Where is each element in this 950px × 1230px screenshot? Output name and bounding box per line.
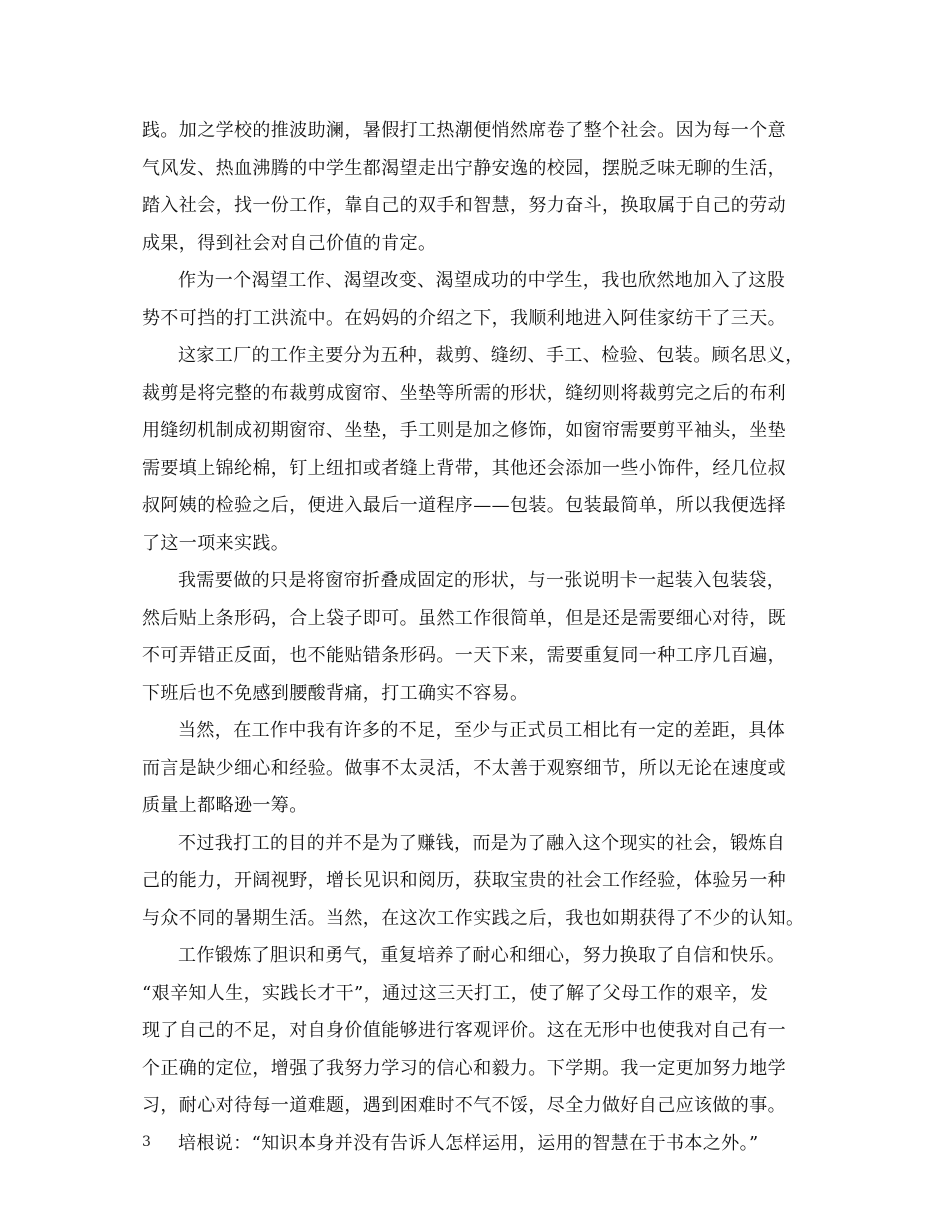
paragraph-5 (142, 712, 817, 825)
paragraph-6 (142, 825, 817, 938)
text-line: 己的能力，开阔视野，增长见识和阅历，获取宝贵的社会工作经验，体验另一种 (142, 870, 786, 891)
text-line: 气风发、热血沸腾的中学生都渴望走出宁静安逸的校园，摆脱乏味无聊的生活， (142, 157, 786, 179)
text-line: 不可弄错正反面，也不能贴错条形码。一天下来，需要重复同一种工序几百遍， (142, 645, 786, 666)
text-line: 工作锻炼了胆识和勇气，重复培养了耐心和细心，努力换取了自信和快乐。 (178, 945, 786, 966)
paragraph-3 (142, 337, 817, 562)
text-line: 践。加之学校的推波助澜，暑假打工热潮便悄然席卷了整个社会。因为每一个意 (142, 120, 786, 141)
text-line: 用缝纫机制成初期窗帘、坐垫，手工则是加之修饰，如窗帘需要剪平袖头，坐垫 (142, 420, 786, 441)
text-line: 需要填上锦纶棉，钉上纽扣或者缝上背带，其他还会添加一些小饰件，经几位叔 (142, 457, 786, 479)
text-line: 现了自己的不足，对自身价值能够进行客观评价。这在无形中也使我对自己有一 (142, 1020, 786, 1041)
text-line: 势不可挡的打工洪流中。在妈妈的介绍之下，我顺利地进入阿佳家纺干了三天。 (142, 307, 786, 329)
text-line: 叔阿姨的检验之后，便进入最后一道程序——包装。包装最简单，所以我便选择 (142, 495, 786, 516)
text-line: 这家工厂的工作主要分为五种，裁剪、缝纫、手工、检验、包装。顾名思义， (178, 345, 804, 366)
text-line: 了这一项来实践。 (142, 532, 290, 554)
text-line: “艰辛知人生，实践长才干”，通过这三天打工，使了解了父母工作的艰辛，发 (142, 982, 769, 1004)
text-line: 成果，得到社会对自己价值的肯定。 (142, 232, 437, 254)
text-line: 我需要做的只是将窗帘折叠成固定的形状，与一张说明卡一起装入包装袋， (178, 570, 786, 591)
paragraph-2 (142, 262, 817, 337)
text-line: 习，耐心对待每一道难题，遇到困难时不气不馁，尽全力做好自己应该做的事。 (142, 1095, 786, 1116)
text-line: 裁剪是将完整的布裁剪成窗帘、坐垫等所需的形状，缝纫则将裁剪完之后的布利 (142, 382, 786, 404)
text-line: 培根说：“知识本身并没有告诉人怎样运用，运用的智慧在于书本之外。” (178, 1132, 759, 1154)
paragraph-7 (142, 937, 817, 1125)
paragraph-4 (142, 562, 817, 712)
text-line: 下班后也不免感到腰酸背痛，打工确实不容易。 (142, 682, 529, 704)
page-number: 3 (142, 1134, 151, 1150)
text-line: 与众不同的暑期生活。当然，在这次工作实践之后，我也如期获得了不少的认知。 (142, 907, 805, 929)
document-body (142, 112, 817, 1162)
text-line: 个正确的定位，增强了我努力学习的信心和毅力。下学期。我一定更加努力地学 (142, 1057, 786, 1079)
text-line: 当然，在工作中我有许多的不足，至少与正式员工相比有一定的差距，具体 (178, 720, 786, 741)
text-line: 而言是缺少细心和经验。做事不太灵活，不太善于观察细节，所以无论在速度或 (142, 757, 786, 779)
paragraph-8 (142, 1125, 817, 1163)
text-line: 作为一个渴望工作、渴望改变、渴望成功的中学生，我也欣然地加入了这股 (178, 270, 786, 291)
paragraph-1 (142, 112, 817, 262)
text-line: 然后贴上条形码，合上袋子即可。虽然工作很简单，但是还是需要细心对待，既 (142, 607, 786, 629)
text-line: 踏入社会，找一份工作，靠自己的双手和智慧，努力奋斗，换取属于自己的劳动 (142, 195, 786, 216)
text-line: 不过我打工的目的并不是为了赚钱，而是为了融入这个现实的社会，锻炼自 (178, 832, 786, 854)
text-line: 质量上都略逊一筹。 (142, 795, 308, 816)
